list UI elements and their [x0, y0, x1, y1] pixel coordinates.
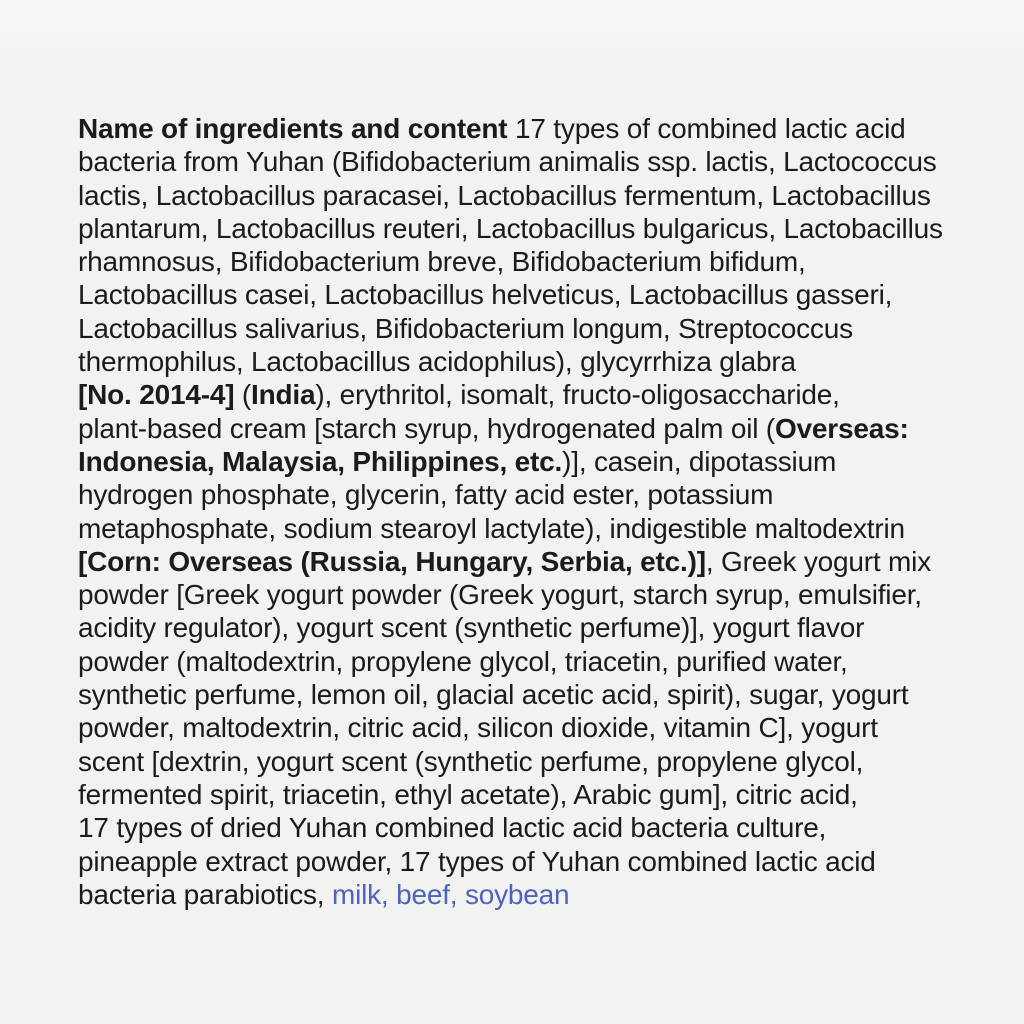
- allergen-text: milk, beef, soybean: [331, 878, 570, 910]
- bold-text-segment: [Corn: Overseas (Russia, Hungary, Serbia, etc.)]: [78, 545, 706, 577]
- bold-text-segment: Overseas:: [774, 412, 909, 444]
- text-line: [78, 645, 1008, 678]
- text-segment: metaphosphate, sodium stearoyl lactylate), indigestible maltodextrin: [78, 512, 905, 544]
- text-segment: rhamnosus, Bifidobacterium breve, Bifidobacterium bifidum,: [78, 246, 806, 278]
- text-segment: plantarum, Lactobacillus reuteri, Lactobacillus bulgaricus, Lactobacillus: [78, 212, 943, 244]
- text-segment: bacteria parabiotics,: [78, 878, 332, 910]
- text-segment: Lactobacillus casei, Lactobacillus helveticus, Lactobacillus gasseri,: [78, 279, 893, 311]
- text-segment: Lactobacillus salivarius, Bifidobacterium longum, Streptococcus: [78, 312, 853, 344]
- text-line: [78, 345, 1008, 378]
- text-segment: fermented spirit, triacetin, ethyl acetate), Arabic gum], citric acid,: [78, 778, 858, 810]
- text-segment: plant-based cream [starch syrup, hydrogenated palm oil (: [78, 412, 775, 444]
- text-segment: powder, maltodextrin, citric acid, silicon dioxide, vitamin C], yogurt: [78, 712, 878, 744]
- text-line: [78, 179, 1008, 212]
- text-segment: hydrogen phosphate, glycerin, fatty acid ester, potassium: [78, 479, 774, 511]
- text-line: [78, 512, 1008, 545]
- text-line: [78, 412, 1008, 445]
- text-segment: powder [Greek yogurt powder (Greek yogurt, starch syrup, emulsifier,: [78, 579, 922, 611]
- text-line: [78, 578, 1008, 611]
- bold-text-segment: [No. 2014-4]: [78, 379, 235, 411]
- text-segment: thermophilus, Lactobacillus acidophilus), glycyrrhiza glabra: [78, 346, 796, 378]
- text-segment: ), erythritol, isomalt, fructo-oligosaccharide,: [315, 379, 840, 411]
- text-segment: powder (maltodextrin, propylene glycol, triacetin, purified water,: [78, 645, 848, 677]
- text-line: [78, 711, 1008, 744]
- text-segment: )], casein, dipotassium: [562, 445, 837, 477]
- text-segment: bacteria from Yuhan (Bifidobacterium animalis ssp. lactis, Lactococcus: [78, 146, 937, 178]
- bold-text-segment: Name of ingredients and content: [78, 113, 515, 144]
- text-line: [78, 212, 1008, 245]
- text-line: [78, 811, 1008, 844]
- text-line: [78, 245, 1008, 278]
- text-line: [78, 778, 1008, 811]
- text-segment: pineapple extract powder, 17 types of Yuhan combined lactic acid: [78, 845, 876, 877]
- text-segment: lactis, Lactobacillus paracasei, Lactobacillus fermentum, Lactobacillus: [78, 179, 931, 211]
- text-line: [78, 478, 1008, 511]
- text-segment: 17 types of dried Yuhan combined lactic acid bacteria culture,: [78, 812, 827, 844]
- text-line: [78, 545, 1008, 578]
- text-line: [78, 445, 1008, 478]
- text-line: [78, 112, 1008, 145]
- text-segment: scent [dextrin, yogurt scent (synthetic perfume, propylene glycol,: [78, 745, 864, 777]
- bold-text-segment: Indonesia, Malaysia, Philippines, etc.: [78, 445, 563, 477]
- text-line: [78, 312, 1008, 345]
- text-line: [78, 278, 1008, 311]
- text-segment: , Greek yogurt mix: [705, 545, 931, 577]
- text-line: [78, 845, 1008, 878]
- text-segment: synthetic perfume, lemon oil, glacial acetic acid, spirit), sugar, yogurt: [78, 679, 909, 711]
- text-line: [78, 678, 1008, 711]
- text-line: [78, 745, 1008, 778]
- text-segment: acidity regulator), yogurt scent (synthetic perfume)], yogurt flavor: [78, 612, 865, 644]
- text-line: [78, 378, 1008, 411]
- text-line: [78, 145, 1008, 178]
- text-line: [78, 611, 1008, 644]
- ingredients-text-block: [78, 112, 1008, 911]
- text-segment: (: [234, 379, 252, 411]
- bold-text-segment: India: [251, 379, 316, 411]
- text-line: [78, 878, 1008, 911]
- text-segment: 17 types of combined lactic acid: [514, 113, 906, 144]
